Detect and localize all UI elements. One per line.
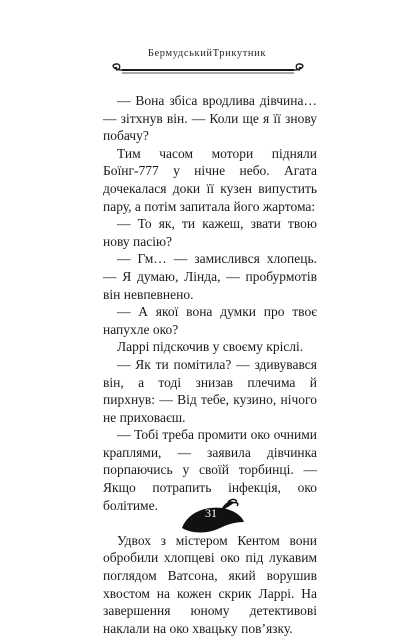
paragraph: — А якої вона думки про твоє напухле око?: [103, 304, 317, 337]
running-header: БермудськийТрикутник: [147, 48, 267, 59]
paragraph: — Вона збіса вродлива дівчина… — зітхнув він. — Коли ще я її знову побачу?: [103, 93, 317, 144]
paragraph: — Тобі треба промити око очними краплями, — заявила дівчинка порпаючись у своїй торбинці. — Якщо потрапить інфекція, око болітиме.: [103, 427, 317, 513]
page-number: 31: [205, 506, 217, 520]
scroll-ornament-icon: [108, 63, 308, 77]
paragraph: — То як, ти кажеш, звати твою нову пасію?: [103, 216, 317, 249]
paragraph: — Як ти помітила? — здивувався він, а тоді знизав плечима й пирхнув: — Від тебе, кузино, нічого не приховаєш.: [103, 356, 317, 425]
paragraph: Тим часом мотори підняли Боїнг-777 у нічне небо. Агата дочекалася доки її кузен випустить пару, а потім запитала його жартома:: [103, 145, 317, 214]
paragraph: — Гм… — замислився хлопець. — Я думаю, Лінда, — пробурмотів він невпевнено.: [103, 251, 317, 302]
body-text: [103, 92, 317, 637]
paragraph: Ларрі підскочив у своєму кріслі.: [117, 339, 304, 355]
paragraph: Удвох з містером Кентом вони обробили хлопцеві око під лукавим поглядом Ватсона, який ворушив хвостом на кожен скрик Ларрі. На завершення юному детективові наклали на око хвацьку пов’язку.: [103, 532, 317, 636]
